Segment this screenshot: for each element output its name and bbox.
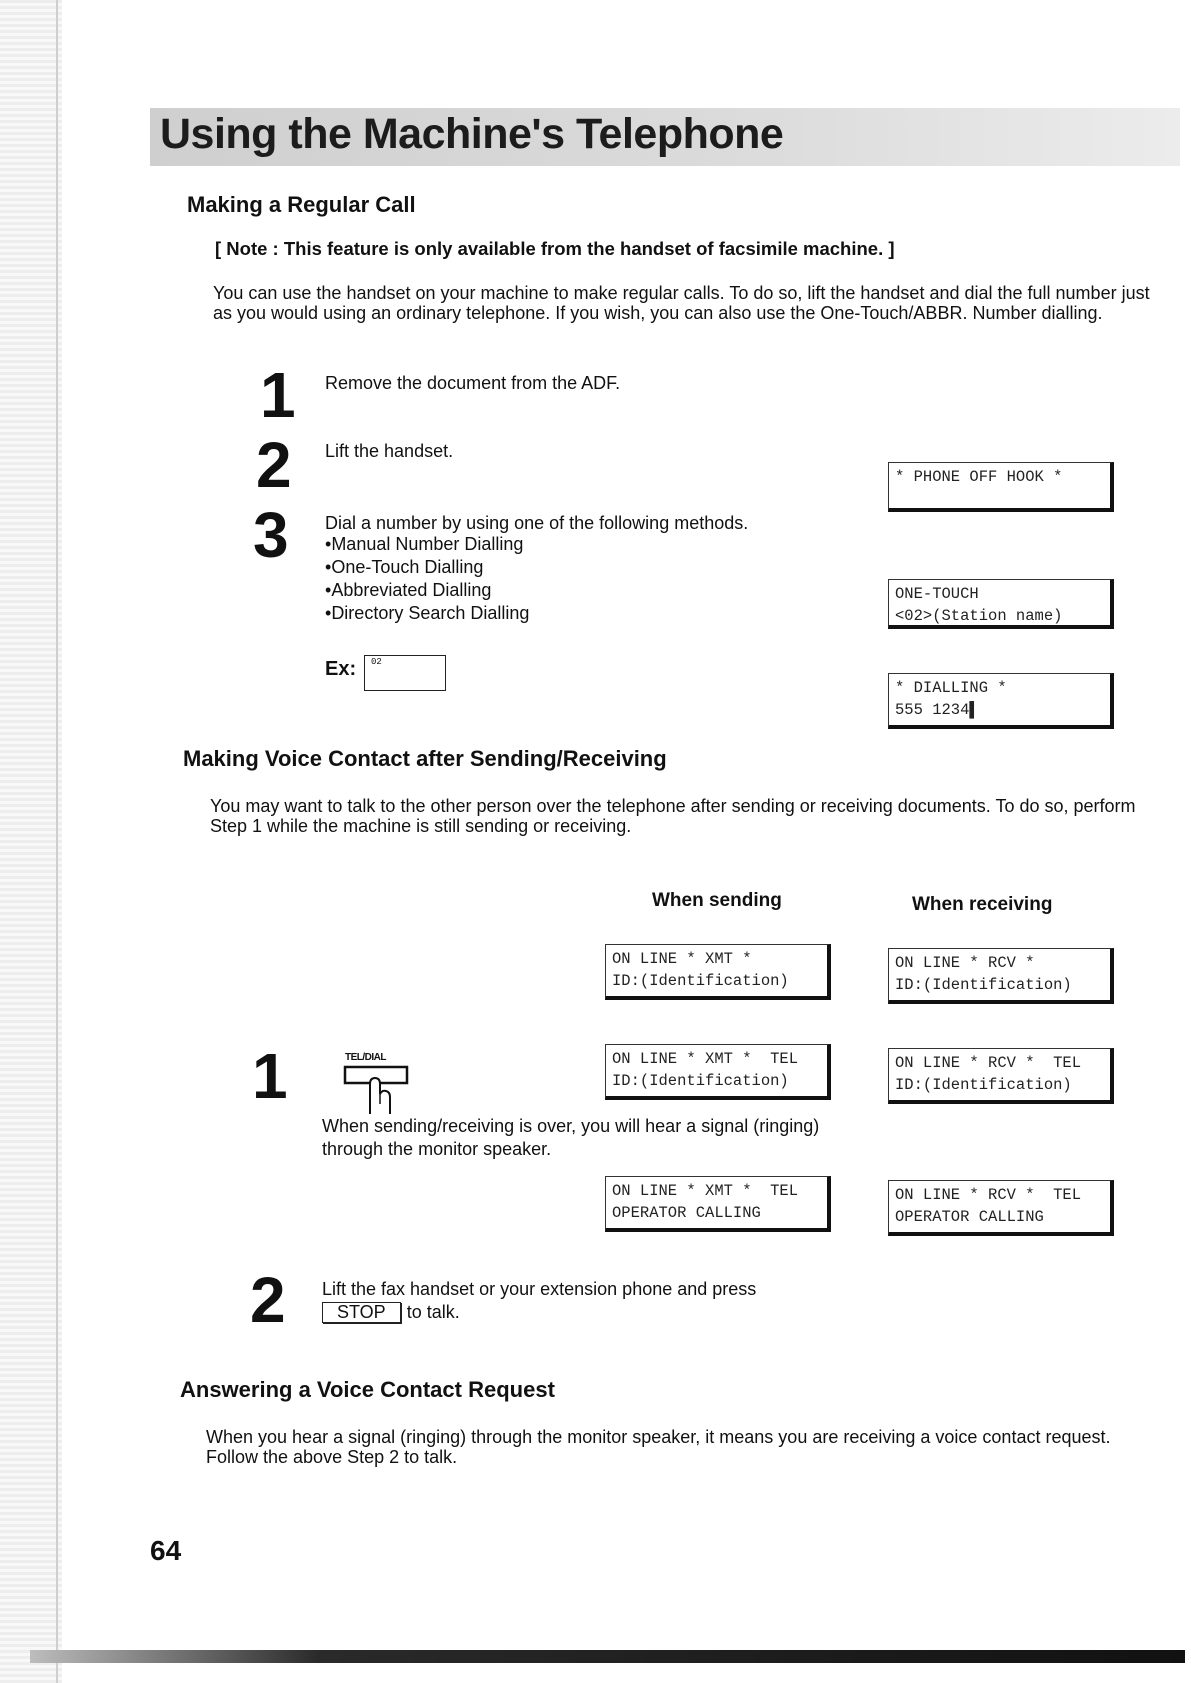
lcd-line: ON LINE * XMT * TEL <box>612 1050 799 1068</box>
lcd-line: ON LINE * XMT * TEL <box>612 1182 799 1200</box>
dialling-methods-list <box>325 533 529 625</box>
lcd-line: ON LINE * RCV * TEL <box>895 1054 1082 1072</box>
answering-paragraph: When you hear a signal (ringing) through the monitor speaker, it means you are receiving a voice contact request. Follow the above Step 2 to talk. <box>206 1427 1111 1467</box>
lcd-line: OPERATOR CALLING <box>895 1208 1044 1226</box>
binding-edge <box>56 0 58 1683</box>
step-text: When sending/receiving is over, you will hear a signal (ringing) through the monitor speaker. <box>322 1116 820 1159</box>
page-title: Using the Machine's Telephone <box>160 110 784 158</box>
step-number: 3 <box>253 499 289 571</box>
voice-contact-paragraph: You may want to talk to the other person over the telephone after sending or receiving documents. To do so, perform Step 1 while the machine is still sending or receiving. <box>210 796 1136 836</box>
lcd-line: ID:(Identification) <box>612 972 789 990</box>
step-text-a: Lift the fax handset or your extension phone and press <box>322 1279 757 1299</box>
section-heading-regular-call: Making a Regular Call <box>187 192 416 217</box>
column-header-receiving: When receiving <box>912 894 1053 915</box>
step-number: 1 <box>260 359 296 431</box>
lcd-receiving-online <box>888 948 1114 1004</box>
lcd-line: ONE-TOUCH <box>895 585 979 603</box>
lcd-sending-operator-calling <box>605 1176 831 1232</box>
finger-press-icon <box>342 1064 412 1116</box>
page-number: 64 <box>150 1535 182 1566</box>
lcd-phone-off-hook <box>888 462 1114 512</box>
lcd-line: * PHONE OFF HOOK * <box>895 468 1063 486</box>
step-number: 2 <box>256 429 292 501</box>
lcd-receiving-operator-calling <box>888 1180 1114 1236</box>
note-text: [ Note : This feature is only available from the handset of facsimile machine. ] <box>215 238 895 259</box>
step-text: Lift the handset. <box>325 441 454 461</box>
lcd-receiving-tel <box>888 1048 1114 1104</box>
lcd-line: ON LINE * XMT * <box>612 950 752 968</box>
step-text: Remove the document from the ADF. <box>325 373 621 393</box>
lcd-line: ID:(Identification) <box>612 1072 789 1090</box>
page-binding-shadow <box>0 0 62 1683</box>
list-item: • Abbreviated Dialling <box>325 579 529 602</box>
lcd-line: ID:(Identification) <box>895 976 1072 994</box>
key-number: 02 <box>371 657 382 667</box>
example-label: Ex: <box>325 658 357 680</box>
step-number: 2 <box>250 1264 286 1336</box>
section-heading-answering: Answering a Voice Contact Request <box>180 1377 555 1402</box>
one-touch-key-example <box>364 655 446 691</box>
lcd-line: * DIALLING * <box>895 679 1007 697</box>
step-text <box>322 1278 842 1324</box>
lcd-line: OPERATOR CALLING <box>612 1204 761 1222</box>
lcd-line: ID:(Identification) <box>895 1076 1072 1094</box>
lcd-sending-tel <box>605 1044 831 1100</box>
list-item: • Manual Number Dialling <box>325 533 529 556</box>
regular-call-paragraph: You can use the handset on your machine to make regular calls. To do so, lift the handset and dial the full number just as you would using an ordinary telephone. If you wish, you can also use the One-Touch/ABBR. Number dialling. <box>213 283 1150 323</box>
tel-dial-key-label: TEL/DIAL <box>345 1052 386 1063</box>
stop-key: STOP <box>322 1302 401 1323</box>
lcd-line: ON LINE * RCV * TEL <box>895 1186 1082 1204</box>
column-header-sending: When sending <box>652 890 782 911</box>
section-heading-voice-contact: Making Voice Contact after Sending/Receiving <box>183 746 667 771</box>
lcd-sending-online <box>605 944 831 1000</box>
lcd-line: ON LINE * RCV * <box>895 954 1035 972</box>
list-item: • One-Touch Dialling <box>325 556 529 579</box>
lcd-line: <02>(Station name) <box>895 607 1063 625</box>
tel-dial-key-press-icon <box>342 1064 412 1121</box>
lcd-dialling <box>888 673 1114 729</box>
step-text-b: to talk. <box>406 1302 460 1322</box>
step-number: 1 <box>252 1040 288 1112</box>
bottom-rule <box>30 1650 1185 1663</box>
list-item: • Directory Search Dialling <box>325 602 529 625</box>
lcd-line: 555 1234▌ <box>895 701 979 719</box>
lcd-one-touch <box>888 579 1114 629</box>
step-text: Dial a number by using one of the following methods. <box>325 513 749 533</box>
